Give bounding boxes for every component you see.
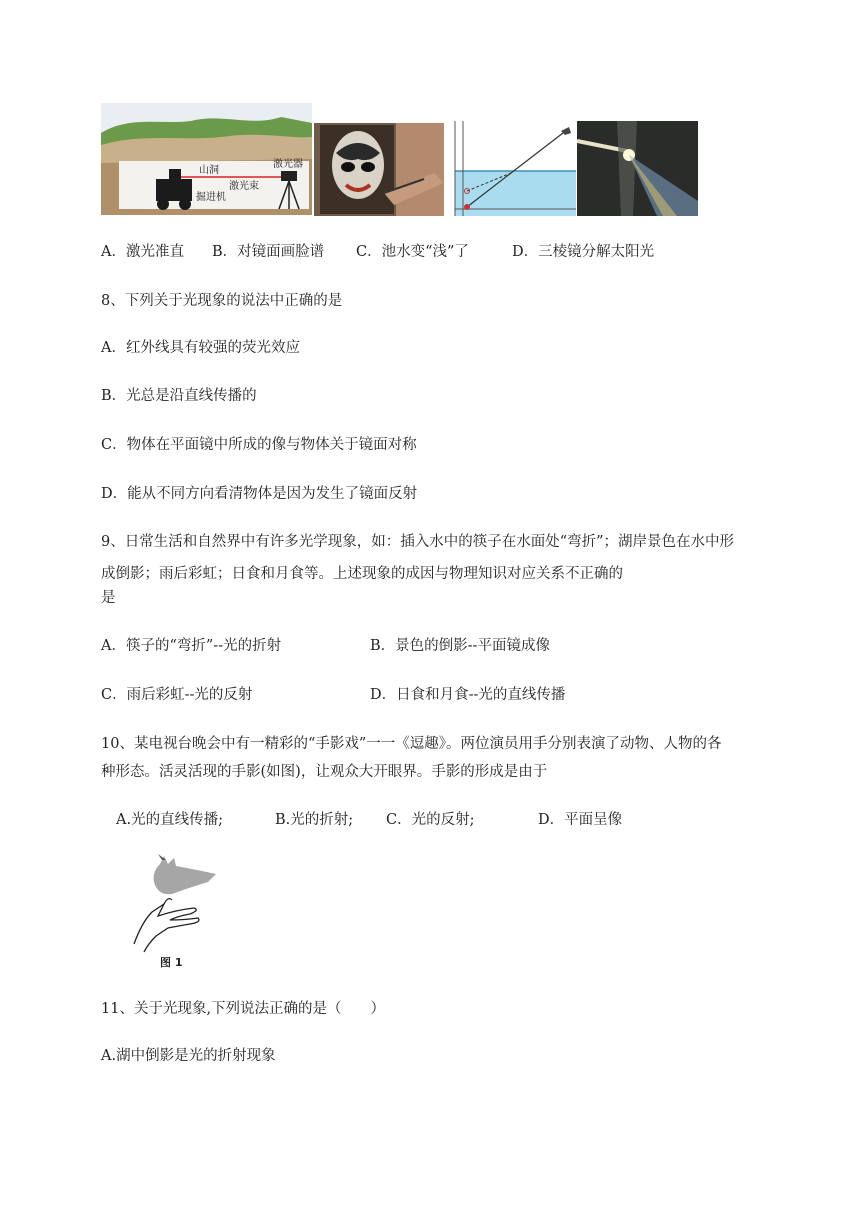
label-beam: 激光束 [229, 181, 259, 192]
q8-option-b: B．光总是沿直线传播的 [101, 388, 257, 404]
q10-option-b: B.光的折射; [275, 812, 354, 828]
q11-option-a: A.湖中倒影是光的折射现象 [101, 1048, 276, 1064]
q10-stem-line-1: 10、某电视台晚会中有一精彩的“手影戏”一一《逗趣》。两位演员用手分别表演了动物、人物的各 [101, 736, 722, 752]
q8-option-a: A．红外线具有较强的荧光效应 [101, 340, 300, 356]
figure-1-caption: 图 1 [160, 956, 183, 969]
label-machine: 掘进机 [196, 192, 226, 203]
mirror-mask-painting-image [314, 123, 444, 216]
q9-option-d: D．日食和月食--光的直线传播 [370, 687, 566, 703]
q7-option-d: D．三棱镜分解太阳光 [512, 244, 655, 260]
q11-stem: 11、关于光现象,下列说法正确的是（ ） [101, 1001, 386, 1017]
q8-option-d: D．能从不同方向看清物体是因为发生了镜面反射 [101, 486, 418, 502]
q7-option-c: C．池水变“浅”了 [356, 244, 469, 260]
q8-option-c: C．物体在平面镜中所成的像与物体关于镜面对称 [101, 437, 417, 453]
q7-option-a: A．激光准直 [101, 244, 184, 260]
q10-option-a: A.光的直线传播; [116, 812, 223, 828]
q9-stem-line-3: 是 [101, 590, 116, 606]
label-laser: 激光器 [273, 159, 303, 170]
q10-stem-line-2: 种形态。活灵活现的手影(如图)，让观众大开眼界。手影的形成是由于 [101, 764, 548, 780]
pool-refraction-image [445, 121, 576, 216]
hand-shadow-figure [128, 852, 224, 972]
q9-option-a: A．筷子的“弯折”--光的折射 [101, 638, 282, 654]
q9-stem-line-1: 9、日常生活和自然界中有许多光学现象，如：插入水中的筷子在水面处“弯折”；湖岸景色在水中形 [101, 534, 735, 550]
q9-option-c: C．雨后彩虹--光的反射 [101, 687, 253, 703]
label-cave: 山洞 [199, 165, 219, 176]
laser-tunnel-image [101, 103, 312, 215]
q10-option-d: D．平面呈像 [538, 812, 623, 828]
q10-option-c: C．光的反射; [386, 812, 475, 828]
q9-stem-line-2: 成倒影；雨后彩虹；日食和月食等。上述现象的成因与物理知识对应关系不正确的 [101, 566, 623, 582]
q9-option-b: B．景色的倒影--平面镜成像 [370, 638, 550, 654]
q7-option-b: B．对镜面画脸谱 [212, 244, 325, 260]
prism-sunlight-image [577, 121, 698, 216]
q8-stem: 8、下列关于光现象的说法中正确的是 [101, 293, 343, 309]
